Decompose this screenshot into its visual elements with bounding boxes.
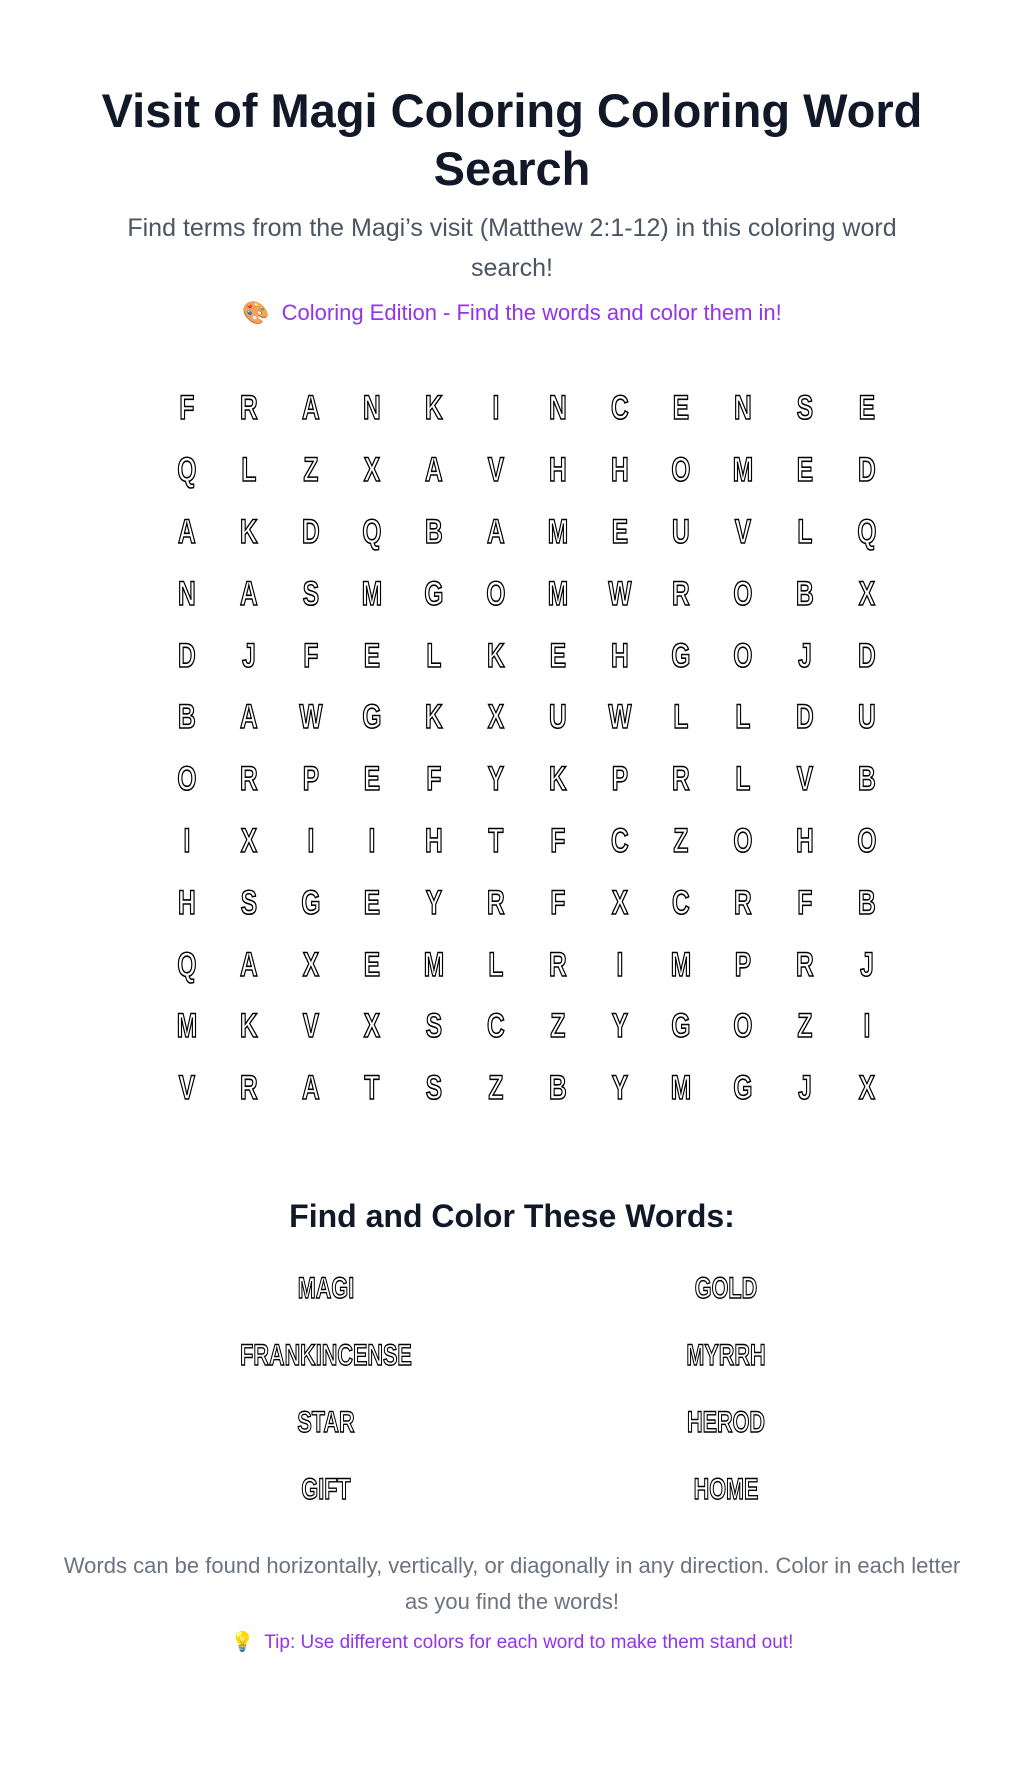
grid-cell[interactable]: C xyxy=(487,1007,505,1046)
grid-cell[interactable]: O xyxy=(857,821,877,860)
grid-cell[interactable]: R xyxy=(672,760,691,799)
grid-cell[interactable]: E xyxy=(611,512,628,551)
grid-cell[interactable]: O xyxy=(733,636,753,675)
grid-cell[interactable]: E xyxy=(673,389,690,428)
grid-cell[interactable]: A xyxy=(301,389,320,428)
grid-cell[interactable]: L xyxy=(735,760,751,799)
grid-cell[interactable]: A xyxy=(487,512,505,551)
grid-cell[interactable]: T xyxy=(364,1069,380,1108)
grid-cell[interactable]: H xyxy=(425,821,443,860)
grid-cell[interactable]: N xyxy=(734,389,752,428)
grid-cell[interactable]: D xyxy=(857,636,876,675)
grid-cell[interactable]: M xyxy=(671,1069,692,1108)
grid-cell[interactable]: C xyxy=(672,883,691,922)
grid-cell[interactable]: F xyxy=(303,636,318,675)
grid-cell[interactable]: F xyxy=(550,883,566,922)
grid-cell[interactable]: H xyxy=(610,636,629,675)
grid-cell[interactable]: Z xyxy=(797,1007,813,1046)
palette-icon: 🎨 xyxy=(242,300,270,325)
grid-cell[interactable]: N xyxy=(363,389,382,428)
grid-cell[interactable]: S xyxy=(425,1069,443,1108)
grid-cell[interactable]: A xyxy=(425,451,443,490)
grid-cell[interactable]: A xyxy=(239,698,258,737)
tip-text: Tip: Use different colors for each word to make them stand out! xyxy=(264,1632,794,1653)
word-list-item: MYRRH xyxy=(686,1339,766,1372)
word-list-item: GOLD xyxy=(694,1272,758,1305)
grid-cell[interactable]: K xyxy=(239,1007,258,1046)
grid-cell[interactable]: Y xyxy=(487,760,505,799)
grid-cell[interactable]: S xyxy=(302,574,319,613)
grid-cell[interactable]: K xyxy=(487,636,505,675)
grid-cell[interactable]: I xyxy=(368,821,376,860)
word-list-item: HEROD xyxy=(686,1406,766,1439)
grid-cell[interactable]: X xyxy=(487,698,505,737)
word-search-grid xyxy=(156,378,898,1120)
grid-cell[interactable]: I xyxy=(863,1007,871,1046)
grid-cell[interactable]: C xyxy=(610,821,629,860)
grid-cell[interactable]: H xyxy=(796,821,814,860)
grid-cell[interactable]: R xyxy=(239,389,258,428)
grid-cell[interactable]: R xyxy=(548,945,567,984)
grid-cell[interactable]: E xyxy=(796,451,814,490)
grid-cell[interactable]: K xyxy=(425,698,443,737)
grid-cell[interactable]: Q xyxy=(177,945,197,984)
grid-cell[interactable]: B xyxy=(425,512,443,551)
grid-cell[interactable]: Z xyxy=(550,1007,566,1046)
grid-cell[interactable]: B xyxy=(857,883,876,922)
grid-cell[interactable]: F xyxy=(797,883,813,922)
grid-cell[interactable]: K xyxy=(548,760,567,799)
grid-cell[interactable]: H xyxy=(178,883,196,922)
grid-cell[interactable]: I xyxy=(616,945,623,984)
word-list-item: GIFT xyxy=(301,1473,351,1506)
grid-cell[interactable]: L xyxy=(673,698,689,737)
grid-cell[interactable]: V xyxy=(487,451,505,490)
grid-cell[interactable]: S xyxy=(240,883,257,922)
grid-cell[interactable]: B xyxy=(548,1069,567,1108)
grid-cell[interactable]: U xyxy=(672,512,691,551)
grid-cell[interactable]: L xyxy=(735,698,751,737)
grid-cell[interactable]: R xyxy=(487,883,505,922)
grid-cell[interactable]: F xyxy=(550,821,566,860)
grid-cell[interactable]: G xyxy=(300,883,321,922)
grid-cell[interactable]: X xyxy=(302,945,319,984)
grid-cell[interactable]: V xyxy=(302,1007,319,1046)
grid-cell[interactable]: F xyxy=(179,389,195,428)
grid-cell[interactable]: L xyxy=(426,636,442,675)
grid-cell[interactable]: O xyxy=(486,574,506,613)
grid-cell[interactable]: Q xyxy=(362,512,382,551)
grid-cell[interactable]: A xyxy=(239,945,258,984)
grid-cell[interactable]: G xyxy=(671,1007,691,1046)
grid-cell[interactable]: E xyxy=(364,636,381,675)
page-subtitle: Find terms from the Magi’s visit (Matthew 2:1-12) in this coloring word search! xyxy=(127,214,897,282)
grid-cell[interactable]: F xyxy=(426,760,442,799)
grid-cell[interactable]: Y xyxy=(425,883,443,922)
grid-cell[interactable]: R xyxy=(672,574,691,613)
grid-cell[interactable]: X xyxy=(858,1069,875,1108)
grid-cell[interactable]: K xyxy=(425,389,443,428)
lightbulb-icon: 💡 xyxy=(230,1632,255,1653)
grid-cell[interactable]: D xyxy=(857,451,876,490)
grid-cell[interactable]: M xyxy=(671,945,692,984)
grid-cell[interactable]: I xyxy=(492,389,500,428)
instructions-text: Words can be found horizontally, vertically, or diagonally in any direction. Color in each letter as you find the words! xyxy=(63,1553,961,1614)
grid-cell[interactable]: H xyxy=(548,451,567,490)
page-title: Visit of Magi Coloring Coloring Word Search xyxy=(101,84,923,195)
grid-cell[interactable]: L xyxy=(241,451,257,490)
grid-cell[interactable]: N xyxy=(548,389,567,428)
grid-cell[interactable]: W xyxy=(298,698,323,737)
grid-cell[interactable]: L xyxy=(488,945,504,984)
grid-cell[interactable]: U xyxy=(548,698,567,737)
grid-cell[interactable]: R xyxy=(796,945,814,984)
grid-cell[interactable]: U xyxy=(857,698,876,737)
grid-cell[interactable]: R xyxy=(734,883,752,922)
grid-cell[interactable]: Q xyxy=(177,451,197,490)
grid-cell[interactable]: E xyxy=(549,636,566,675)
grid-cell[interactable]: S xyxy=(796,389,814,428)
grid-cell[interactable]: D xyxy=(301,512,320,551)
grid-cell[interactable]: J xyxy=(241,636,256,675)
grid-cell[interactable]: V xyxy=(178,1069,196,1108)
grid-cell[interactable]: O xyxy=(671,451,691,490)
grid-cell[interactable]: A xyxy=(239,574,258,613)
grid-cell[interactable]: I xyxy=(307,821,314,860)
grid-cell[interactable]: Q xyxy=(857,512,877,551)
grid-cell[interactable]: E xyxy=(364,883,381,922)
grid-cell[interactable]: X xyxy=(364,1007,381,1046)
grid-cell[interactable]: M xyxy=(423,945,445,984)
grid-cell[interactable]: K xyxy=(239,512,258,551)
edition-text: Coloring Edition - Find the words and color them in! xyxy=(281,300,782,325)
grid-cell[interactable]: O xyxy=(733,1007,753,1046)
grid-cell[interactable]: L xyxy=(797,512,813,551)
edition-banner xyxy=(0,300,1024,326)
grid-cell[interactable]: A xyxy=(301,1069,320,1108)
grid-cell[interactable]: P xyxy=(302,760,319,799)
grid-cell[interactable]: V xyxy=(796,760,814,799)
grid-cell[interactable]: Z xyxy=(673,821,689,860)
grid-cell[interactable]: W xyxy=(607,574,632,613)
word-list-item: MAGI xyxy=(297,1272,355,1305)
word-list-item: STAR xyxy=(297,1406,355,1439)
grid-cell[interactable]: V xyxy=(734,512,752,551)
grid-cell[interactable]: Z xyxy=(488,1069,504,1108)
grid-cell[interactable]: B xyxy=(857,760,876,799)
grid-cell[interactable]: B xyxy=(178,698,196,737)
grid-cell[interactable]: O xyxy=(733,574,753,613)
grid-cell[interactable]: E xyxy=(364,945,381,984)
grid-cell[interactable]: X xyxy=(858,574,875,613)
grid-cell[interactable]: G xyxy=(671,636,691,675)
grid-cell[interactable]: O xyxy=(733,821,753,860)
grid-cell[interactable]: W xyxy=(607,698,632,737)
grid-cell[interactable]: A xyxy=(178,512,196,551)
grid-cell[interactable]: M xyxy=(176,1007,198,1046)
grid-cell[interactable]: T xyxy=(488,821,504,860)
grid-cell[interactable]: R xyxy=(239,1069,258,1108)
grid-cell[interactable]: R xyxy=(239,760,258,799)
grid-cell[interactable]: D xyxy=(796,698,814,737)
tip xyxy=(0,1630,1024,1654)
grid-cell[interactable]: D xyxy=(178,636,196,675)
grid-cell[interactable]: N xyxy=(178,574,196,613)
grid-cell[interactable]: E xyxy=(858,389,875,428)
grid-cell[interactable]: M xyxy=(547,574,568,613)
grid-cell[interactable]: M xyxy=(362,574,383,613)
grid-cell[interactable]: J xyxy=(859,945,874,984)
grid-cell[interactable]: M xyxy=(732,451,754,490)
grid-cell[interactable]: S xyxy=(425,1007,443,1046)
grid-cell[interactable]: G xyxy=(733,1069,753,1108)
grid-cell[interactable]: X xyxy=(611,883,628,922)
word-list-item: HOME xyxy=(693,1473,759,1506)
grid-cell[interactable]: I xyxy=(183,821,191,860)
grid-cell[interactable]: M xyxy=(547,512,568,551)
grid-cell[interactable]: Z xyxy=(303,451,318,490)
grid-cell[interactable]: O xyxy=(177,760,197,799)
grid-cell[interactable]: J xyxy=(798,636,812,675)
grid-cell[interactable]: G xyxy=(362,698,382,737)
word-list-item: FRANKINCENSE xyxy=(240,1339,412,1372)
grid-cell[interactable]: Y xyxy=(611,1007,628,1046)
grid-cell[interactable]: C xyxy=(610,389,629,428)
word-list-title: Find and Color These Words: xyxy=(289,1198,735,1234)
grid-cell[interactable]: P xyxy=(734,945,752,984)
grid-cell[interactable]: P xyxy=(611,760,628,799)
grid-cell[interactable]: X xyxy=(364,451,381,490)
grid-cell[interactable]: J xyxy=(798,1069,812,1108)
grid-cell[interactable]: Y xyxy=(611,1069,628,1108)
grid-cell[interactable]: G xyxy=(424,574,444,613)
grid-cell[interactable]: E xyxy=(364,760,381,799)
grid-cell[interactable]: H xyxy=(610,451,629,490)
grid-cell[interactable]: X xyxy=(240,821,257,860)
grid-cell[interactable]: B xyxy=(796,574,814,613)
